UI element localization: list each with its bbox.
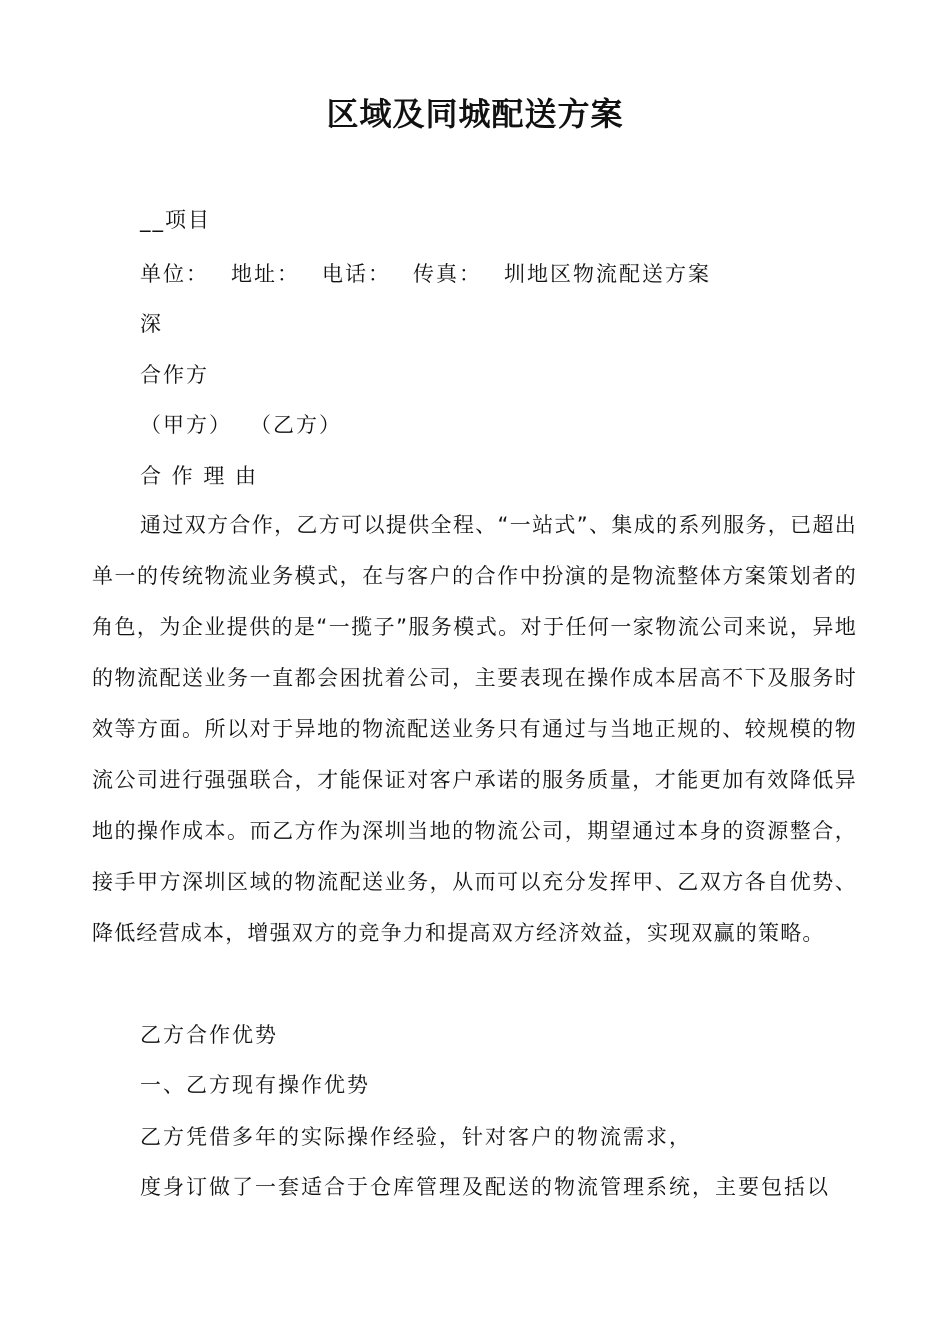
advantage-subheading: 一、乙方现有操作优势 [140, 1073, 370, 1097]
phone-label: 电话： [322, 262, 391, 286]
advantage-heading: 乙方合作优势 [140, 1023, 278, 1047]
contact-line [140, 259, 711, 289]
address-label: 地址： [231, 262, 300, 286]
unit-label: 单位： [140, 262, 209, 286]
project-line: __项目 [140, 208, 211, 232]
reason-heading: 合 作 理 由 [140, 464, 259, 488]
deep-text: 深 [140, 312, 163, 336]
advantage-line-2: 度身订做了一套适合于仓库管理及配送的物流管理系统，主要包括以 [140, 1175, 830, 1199]
subject-text: 圳地区物流配送方案 [504, 262, 711, 286]
partners-heading: 合作方 [140, 363, 209, 387]
party-b: （乙方） [250, 413, 342, 437]
parties-line [140, 410, 342, 440]
party-a: （甲方） [140, 413, 232, 437]
reason-paragraph: 通过双方合作，乙方可以提供全程、“一站式”、集成的系列服务，已超出单一的传统物流业务模式，在与客户的合作中扮演的是物流整体方案策划者的角色，为企业提供的是“一揽子”服务模式。对于任何一家物流公司来说，异地的物流配送业务一直都会困扰着公司，主要表现在操作成本居高不下及服务时效等方面。所以对于异地的物流配送业务只有通过与当地正规的、较规模的物流公司进行强强联合，才能保证对客户承诺的服务质量，才能更加有效降低异地的操作成本。而乙方作为深圳当地的物流公司，期望通过本身的资源整合，接手甲方深圳区域的物流配送业务，从而可以充分发挥甲、乙双方各自优势、降低经营成本，增强双方的竞争力和提高双方经济效益，实现双赢的策略。 [92, 513, 857, 945]
fax-label: 传真： [413, 262, 482, 286]
advantage-line-1: 乙方凭借多年的实际操作经验，针对客户的物流需求， [140, 1125, 692, 1149]
document-title: 区域及同城配送方案 [326, 95, 624, 133]
